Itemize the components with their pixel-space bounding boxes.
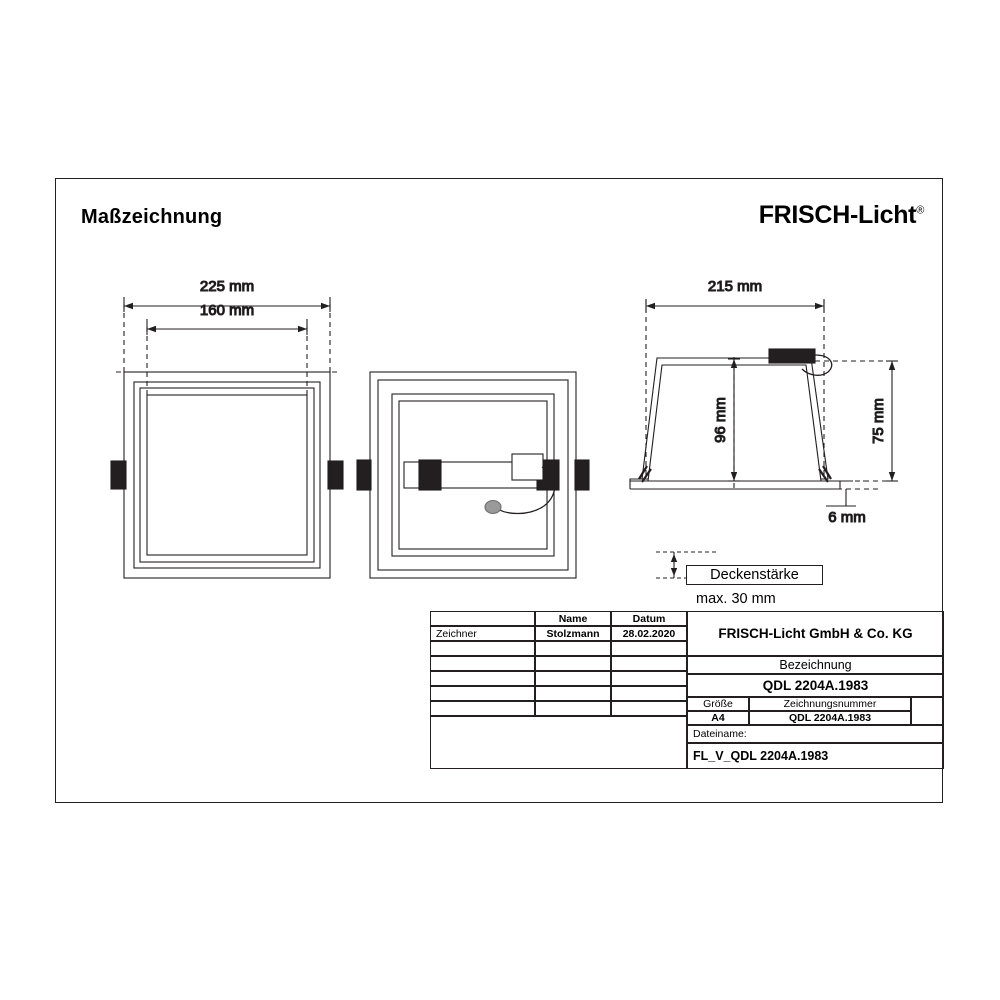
title-block-bezeichnung-value: QDL 2204A.1983 — [687, 674, 944, 697]
ceiling-thickness-max: max. 30 mm — [696, 591, 776, 607]
title-block-cell-empty-1 — [430, 611, 535, 626]
title-block-filename-label: Dateiname: — [687, 725, 944, 743]
dim-section-height-outer — [886, 361, 898, 481]
rear-view — [357, 372, 589, 578]
title-block-row-label-zeichner: Zeichner — [430, 626, 535, 641]
title-block-cell-blank — [611, 641, 687, 656]
title-block-bezeichnung-label: Bezeichnung — [687, 656, 944, 674]
title-block-cell-blank — [535, 656, 611, 671]
dim-section-width-label: 215 mm — [707, 278, 763, 295]
drawing-sheet — [55, 178, 943, 803]
dim-section-flange — [826, 481, 868, 506]
dim-section-height-outer-label: 75 mm — [870, 398, 887, 444]
title-block-cell-blank — [430, 671, 535, 686]
title-block-drawer-name: Stolzmann — [535, 626, 611, 641]
title-block-cell-blank — [535, 671, 611, 686]
dim-section-width — [646, 300, 824, 312]
title-block-cell-blank — [611, 701, 687, 716]
title-block-header-name: Name — [535, 611, 611, 626]
title-block-cell-blank — [611, 656, 687, 671]
title-block-cell-blank — [430, 641, 535, 656]
title-block-cell-blank — [611, 671, 687, 686]
title-block-cell-blank-wide — [430, 716, 687, 769]
title-block-date: 28.02.2020 — [611, 626, 687, 641]
title-block-header-date: Datum — [611, 611, 687, 626]
title-block-cell-blank — [535, 641, 611, 656]
title-block-filename-value: FL_V_QDL 2204A.1983 — [687, 743, 944, 769]
title-block-groesse-value: A4 — [687, 711, 749, 725]
title-block-groesse-label: Größe — [687, 697, 749, 711]
title-block-company: FRISCH-Licht GmbH & Co. KG — [687, 611, 944, 656]
brand-name: FRISCH-Licht — [758, 201, 917, 229]
ceiling-thickness-label: Deckenstärke — [710, 567, 799, 583]
front-view — [111, 297, 343, 578]
ceiling-thickness-callout — [686, 565, 823, 585]
page-title: Maßzeichnung — [81, 206, 223, 228]
dim-front-inner-label: 160 mm — [199, 302, 255, 319]
title-block-cell-blank — [611, 686, 687, 701]
title-block-drawing-no-label: Zeichnungsnummer — [749, 697, 911, 711]
dim-front-outer-label: 225 mm — [199, 278, 255, 295]
title-block-cell-blank — [430, 701, 535, 716]
title-block-cell-blank — [535, 701, 611, 716]
title-block-cell-blank — [535, 686, 611, 701]
section-view — [630, 297, 898, 489]
registered-trademark-icon: ® — [916, 204, 924, 217]
dim-front-inner — [147, 323, 307, 335]
title-block-cell-blank — [430, 686, 535, 701]
title-block-cell-blank-small — [911, 697, 944, 725]
dim-section-flange-label: 6 mm — [828, 509, 866, 526]
title-block-drawing-no-value: QDL 2204A.1983 — [749, 711, 911, 725]
dim-section-height-inner-label: 96 mm — [712, 397, 729, 443]
title-block-cell-blank — [430, 656, 535, 671]
